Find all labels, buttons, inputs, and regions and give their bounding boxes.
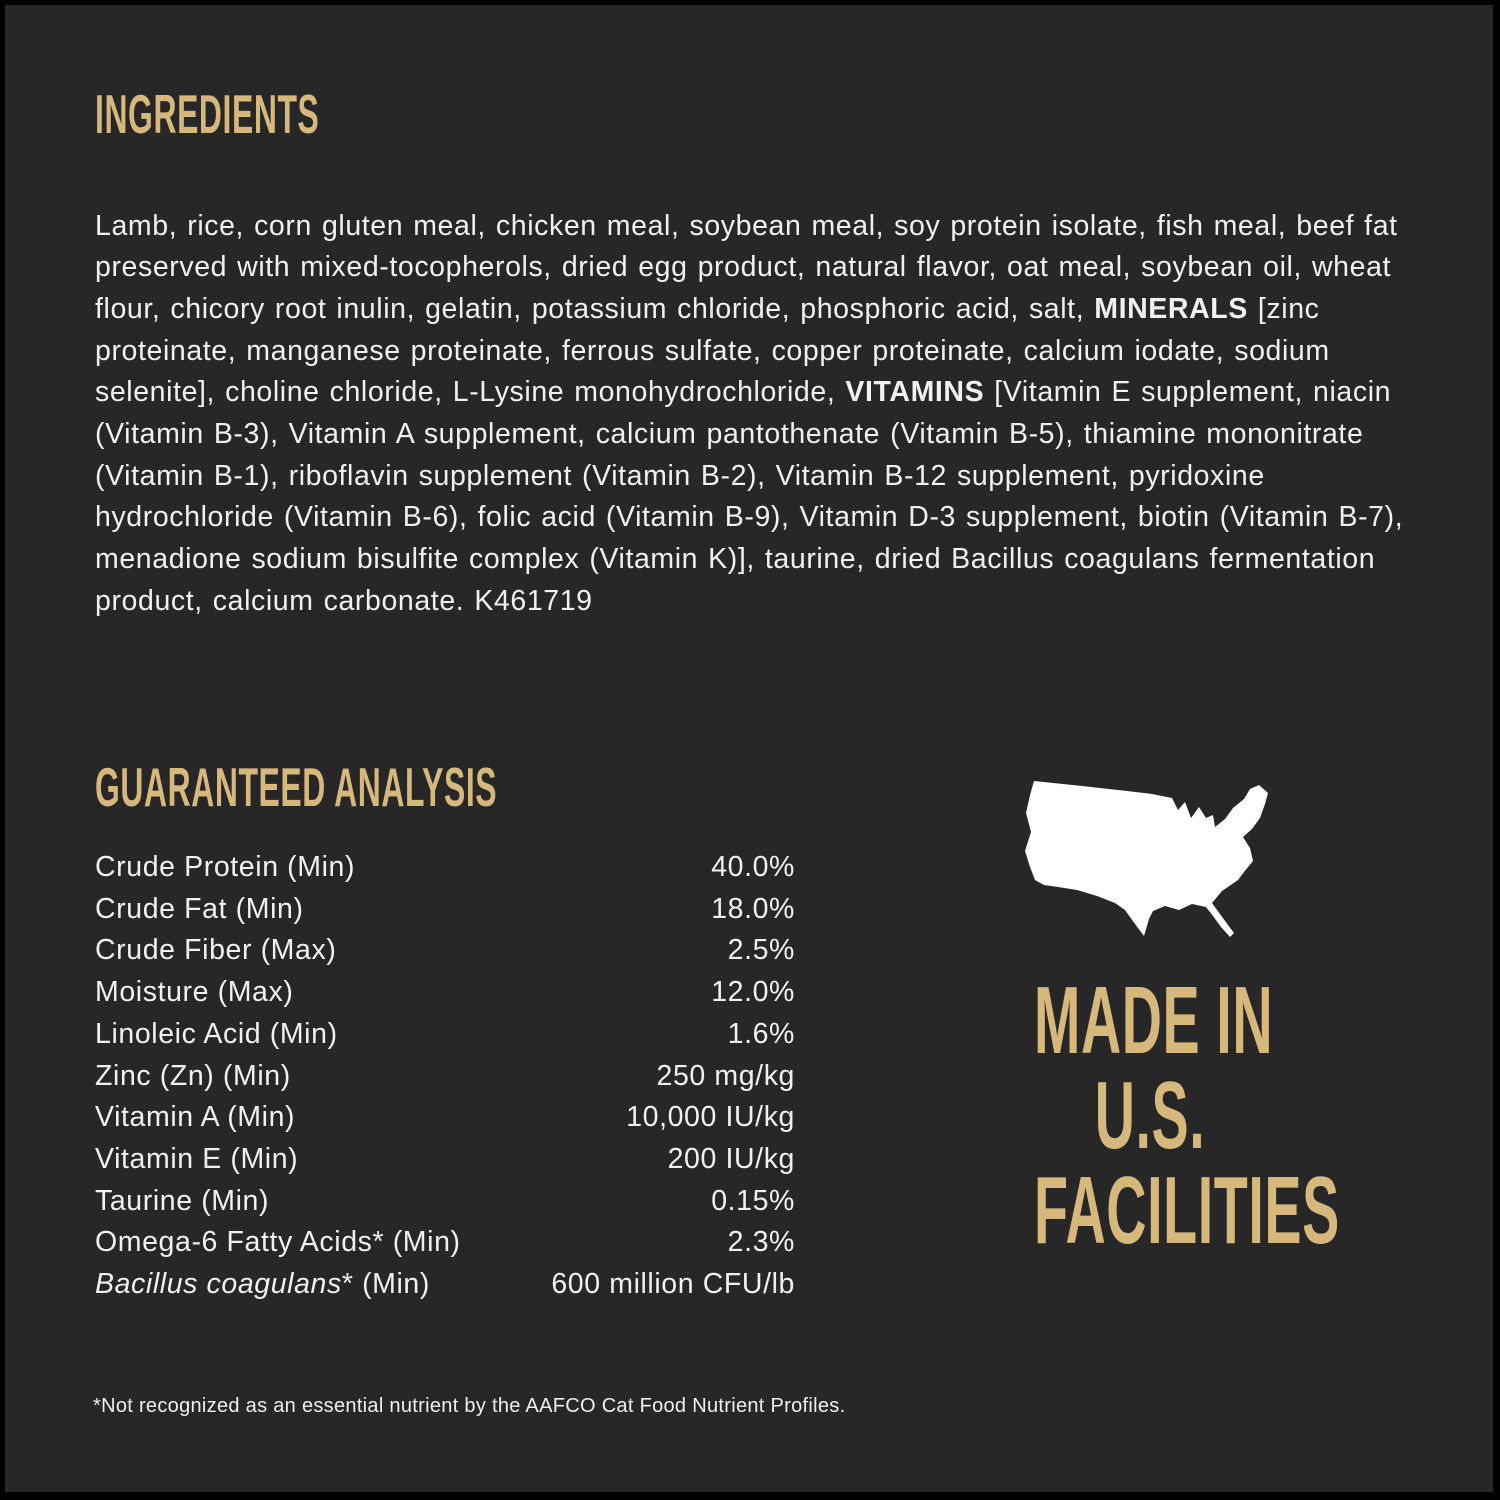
guaranteed-analysis-heading [95,756,788,818]
analysis-row-label: Crude Protein (Min) [95,851,356,883]
analysis-row-label: Crude Fat (Min) [95,892,304,925]
made-in-line-2: U.S. [1094,1062,1206,1169]
made-in-us-facilities [950,967,1350,1264]
analysis-row-value: 2.3% [727,1226,795,1259]
analysis-row-value: 2.5% [727,934,795,967]
analysis-row-label: Taurine (Min) [95,1184,270,1217]
ingredients-heading [95,83,482,145]
analysis-row-value: 200 IU/kg [667,1142,795,1175]
analysis-row [95,1014,795,1056]
analysis-row-label: Vitamin A (Min) [95,1101,296,1134]
analysis-row [95,930,795,972]
analysis-row-label: Moisture (Max) [95,976,294,1009]
aafco-footnote: *Not recognized as an essential nutrient by the AAFCO Cat Food Nutrient Profiles. [93,1395,846,1417]
analysis-row-value: 40.0% [711,851,795,883]
analysis-row-value: 10,000 IU/kg [626,1101,795,1134]
ingredients-text: Lamb, rice, corn gluten meal, chicken meal, soybean meal, soy protein isolate, fish meal, beef fat preserved with mixed-tocopherols, dried egg product, natural flavor, oat meal, soybean oil, wheat flour, chicory root inulin, gelatin, potassium chloride, phosphoric acid, salt, MINERALS [zinc proteinate, manganese proteinate, ferrous sulfate, copper proteinate, calcium iodate, sodium selenite], choline chloride, L-Lysine monohydrochloride, VITAMINS [Vitamin E supplement, niacin (Vitamin B-3), Vitamin A supplement, calcium pantothenate (Vitamin B-5), thiamine mononitrate (Vitamin B-1), riboflavin supplement (Vitamin B-2), Vitamin B-12 supplement, pyridoxine hydrochloride (Vitamin B-6), folic acid (Vitamin B-9), Vitamin D-3 supplement, biotin (Vitamin B-7), menadione sodium bisulfite complex (Vitamin K)], taurine, dried Bacillus coagulans fermentation product, calcium carbonate. K461719 [95,209,1404,617]
ingredients-heading-text: INGREDIENTS [95,83,320,145]
analysis-row-value: 250 mg/kg [656,1059,795,1092]
analysis-row-value: 600 million CFU/lb [551,1268,795,1301]
analysis-row-label: Vitamin E (Min) [95,1142,299,1175]
analysis-row-label: Zinc (Zn) (Min) [95,1059,291,1092]
guaranteed-analysis-heading-text: GUARANTEED ANALYSIS [95,756,498,818]
analysis-row [95,1139,795,1181]
analysis-row-label: Linoleic Acid (Min) [95,1017,338,1050]
analysis-row [95,1222,795,1264]
guaranteed-analysis-table [95,847,795,1306]
analysis-row-value: 1.6% [727,1017,795,1050]
analysis-row-label: Omega-6 Fatty Acids* (Min) [95,1226,461,1259]
analysis-row [95,1056,795,1098]
made-in-line-3: FACILITIES [1034,1157,1340,1264]
analysis-row [95,847,795,889]
analysis-row [95,889,795,931]
label-panel [5,5,1493,1492]
analysis-row-value: 18.0% [711,892,795,925]
analysis-row [95,1097,795,1139]
analysis-row [95,1181,795,1223]
analysis-row-value: 0.15% [711,1184,795,1217]
analysis-row [95,972,795,1014]
analysis-row [95,1264,795,1306]
analysis-row-value: 12.0% [711,976,795,1009]
analysis-row-label: Crude Fiber (Max) [95,934,337,967]
usa-map-icon [1022,777,1272,948]
made-in-line-1: MADE IN [1034,967,1274,1074]
analysis-row-label: Bacillus coagulans* (Min) [95,1268,430,1301]
